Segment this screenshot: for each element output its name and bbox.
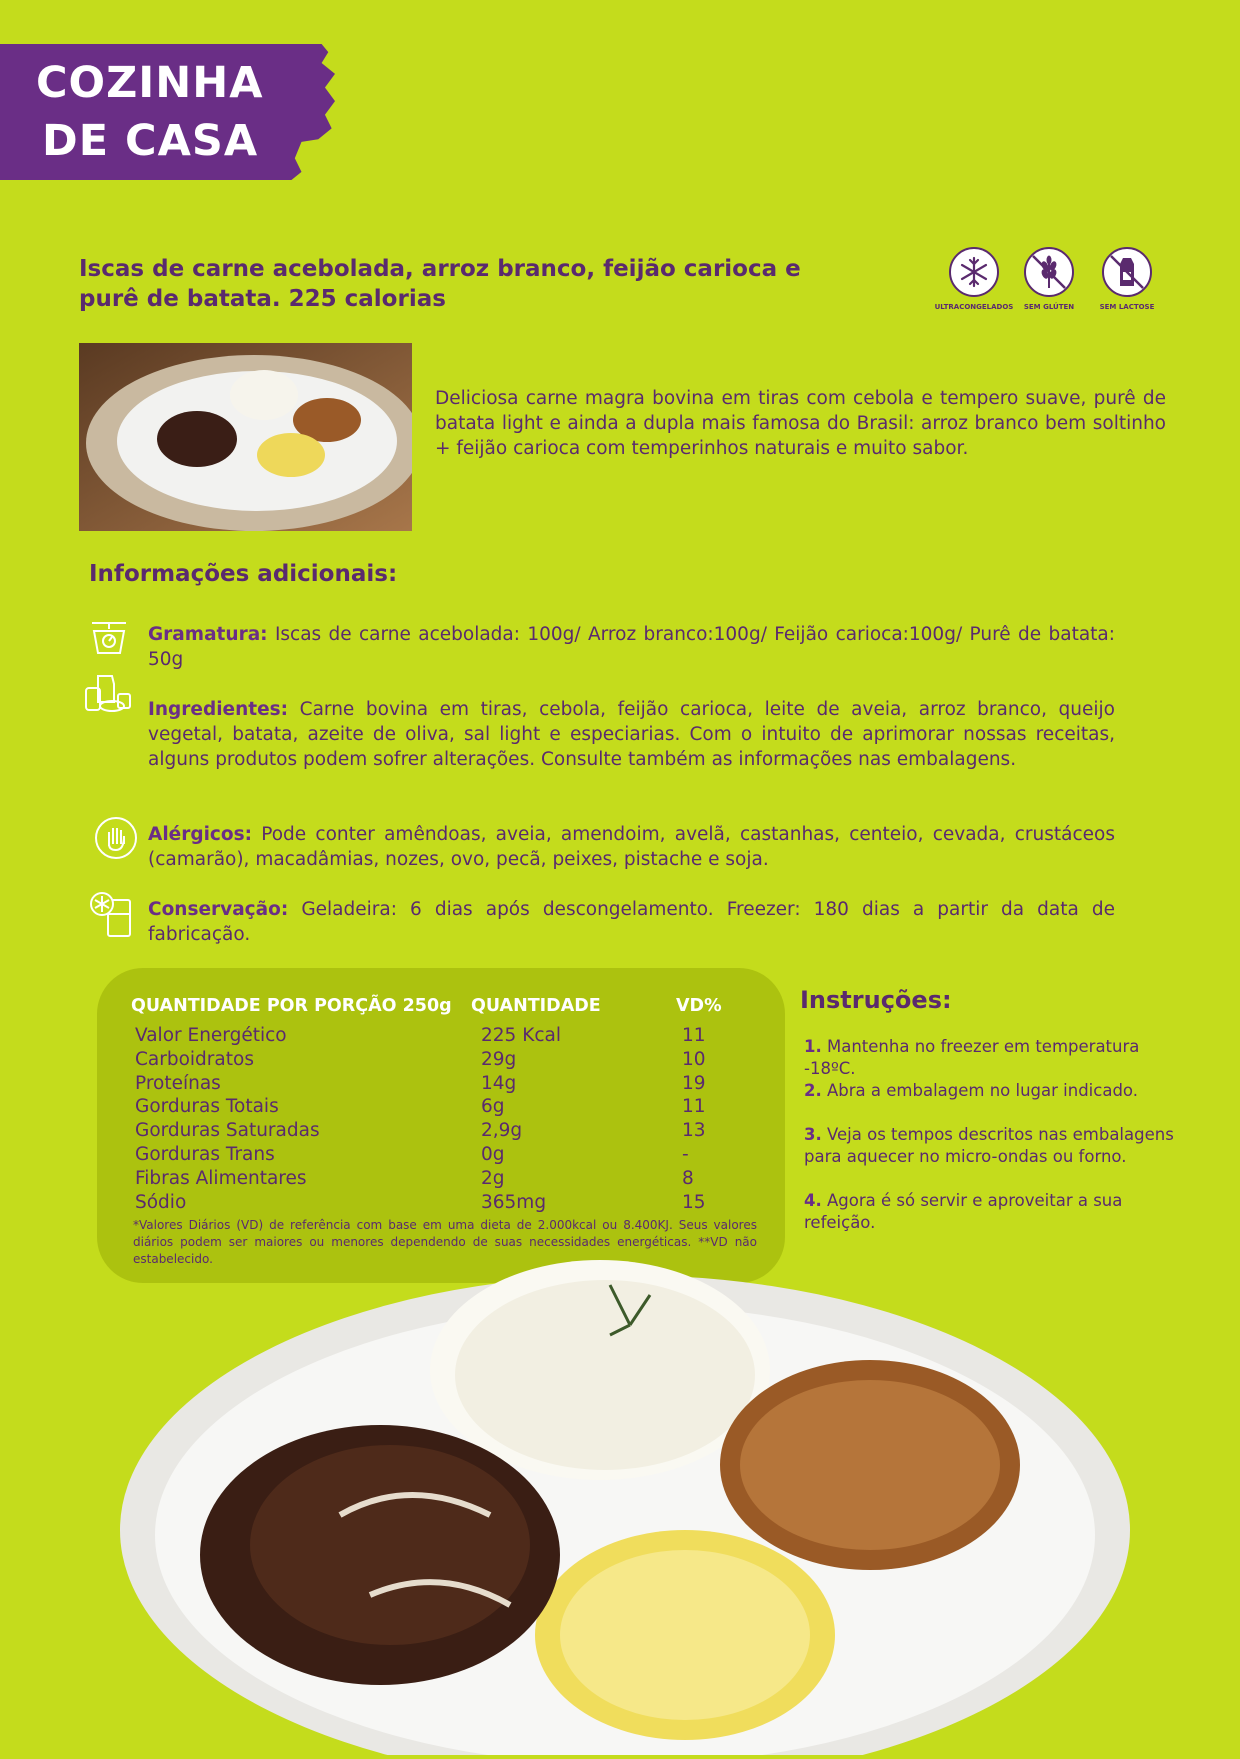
nutrient-vd: 13 <box>682 1120 706 1142</box>
nutrient-amount: 14g <box>481 1072 517 1094</box>
nutrient-name: Gorduras Saturadas <box>135 1120 320 1142</box>
info-label: Alérgicos: <box>148 824 252 845</box>
info-label: Gramatura: <box>148 624 268 645</box>
nutrient-amount: 6g <box>481 1096 505 1118</box>
instruction-step <box>804 1124 1174 1168</box>
info-item-allergens <box>148 822 1115 872</box>
instruction-step <box>804 1190 1174 1234</box>
info-label: Conservação: <box>148 899 289 920</box>
nutrient-vd: 8 <box>682 1167 694 1189</box>
fridge-snowflake-icon <box>88 890 136 938</box>
dish-thumbnail-photo <box>79 343 412 531</box>
badge-label: SEM LACTOSE <box>1099 303 1155 311</box>
no-gluten-icon <box>1023 246 1075 298</box>
nutrient-vd: - <box>682 1144 689 1165</box>
nutrient-name: Sódio <box>135 1191 187 1213</box>
nutrition-header-vd: VD% <box>676 996 722 1016</box>
nutrient-name: Valor Energético <box>135 1025 287 1046</box>
nutrient-amount: 29g <box>481 1048 517 1070</box>
nutrient-amount: 2g <box>481 1167 505 1189</box>
snowflake-icon <box>948 246 1000 298</box>
brand-name-line2: DE CASA <box>42 116 259 166</box>
info-value: Iscas de carne acebolada: 100g/ Arroz branco:100g/ Feijão carioca:100g/ Purê de batata: 50g <box>148 624 1115 670</box>
nutrient-vd: 10 <box>682 1048 706 1070</box>
info-value: Geladeira: 6 dias após descongelamento. Freezer: 180 dias a partir da data de fabricação. <box>148 899 1115 945</box>
step-number: 2. <box>804 1081 822 1100</box>
badge-label: SEM GLÚTEN <box>1023 303 1075 311</box>
step-text: Agora é só servir e aproveitar a sua refeição. <box>804 1191 1123 1232</box>
nutrient-amount: 0g <box>481 1144 505 1165</box>
nutrient-name: Fibras Alimentares <box>135 1167 307 1189</box>
nutrient-name: Proteínas <box>135 1072 221 1094</box>
nutrient-name: Gorduras Trans <box>135 1144 275 1165</box>
info-heading: Informações adicionais: <box>89 561 398 587</box>
step-text: Veja os tempos descritos nas embalagens para aquecer no micro-ondas ou forno. <box>804 1125 1174 1166</box>
dish-hero-photo <box>110 1255 1140 1755</box>
product-title: Iscas de carne acebolada, arroz branco, feijão carioca e purê de batata. 225 calorias <box>79 256 801 312</box>
no-lactose-icon <box>1101 246 1153 298</box>
info-item-storage <box>148 897 1115 947</box>
step-number: 4. <box>804 1191 822 1210</box>
nutrient-vd: 11 <box>682 1025 706 1046</box>
nutrition-header-portion: QUANTIDADE POR PORÇÃO 250g <box>131 996 452 1016</box>
hand-warning-icon <box>94 816 142 864</box>
step-text: Mantenha no freezer em temperatura -18ºC. <box>804 1037 1140 1078</box>
nutrition-header-quantity: QUANTIDADE <box>471 996 601 1016</box>
nutrient-amount: 225 Kcal <box>481 1025 561 1046</box>
nutrient-amount: 2,9g <box>481 1120 523 1142</box>
instructions-heading: Instruções: <box>800 986 952 1014</box>
scale-icon <box>86 615 134 663</box>
instruction-step <box>804 1080 1174 1102</box>
step-text: Abra a embalagem no lugar indicado. <box>827 1081 1138 1100</box>
instruction-step <box>804 1036 1174 1080</box>
nutrient-amount: 365mg <box>481 1191 547 1213</box>
nutrient-vd: 11 <box>682 1096 706 1118</box>
nutrient-vd: 19 <box>682 1072 706 1094</box>
step-number: 3. <box>804 1125 822 1144</box>
info-item-weight <box>148 622 1115 672</box>
groceries-icon <box>82 672 130 720</box>
info-item-ingredients <box>148 697 1115 772</box>
nutrition-footnote: *Valores Diários (VD) de referência com base em uma dieta de 2.000kcal ou 8.400KJ. Seus valores diários podem ser maiores ou menores dependendo de suas necessidades energéticas. **VD não estabelecido. <box>133 1218 757 1266</box>
info-value: Pode conter amêndoas, aveia, amendoim, avelã, castanhas, centeio, cevada, crustáceos (camarão), macadâmias, nozes, ovo, pecã, peixes, pistache e soja. <box>148 824 1115 870</box>
brand-name-line1: COZINHA <box>36 58 264 108</box>
nutrient-name: Carboidratos <box>135 1048 254 1070</box>
info-value: Carne bovina em tiras, cebola, feijão carioca, leite de aveia, arroz branco, queijo vegetal, batata, azeite de oliva, sal light e especiarias. Com o intuito de aprimorar nossas receitas, alguns produtos podem sofrer alterações. Consulte também as informações nas embalagens. <box>148 699 1115 770</box>
nutrient-name: Gorduras Totais <box>135 1096 279 1118</box>
step-number: 1. <box>804 1037 822 1056</box>
product-description: Deliciosa carne magra bovina em tiras com cebola e tempero suave, purê de batata light e ainda a dupla mais famosa do Brasil: arroz branco bem soltinho + feijão carioca com temperinhos naturais e muito sabor. <box>435 388 1166 459</box>
badge-label: ULTRACONGELADOS <box>934 303 1014 311</box>
info-label: Ingredientes: <box>148 699 289 720</box>
nutrient-vd: 15 <box>682 1191 706 1213</box>
